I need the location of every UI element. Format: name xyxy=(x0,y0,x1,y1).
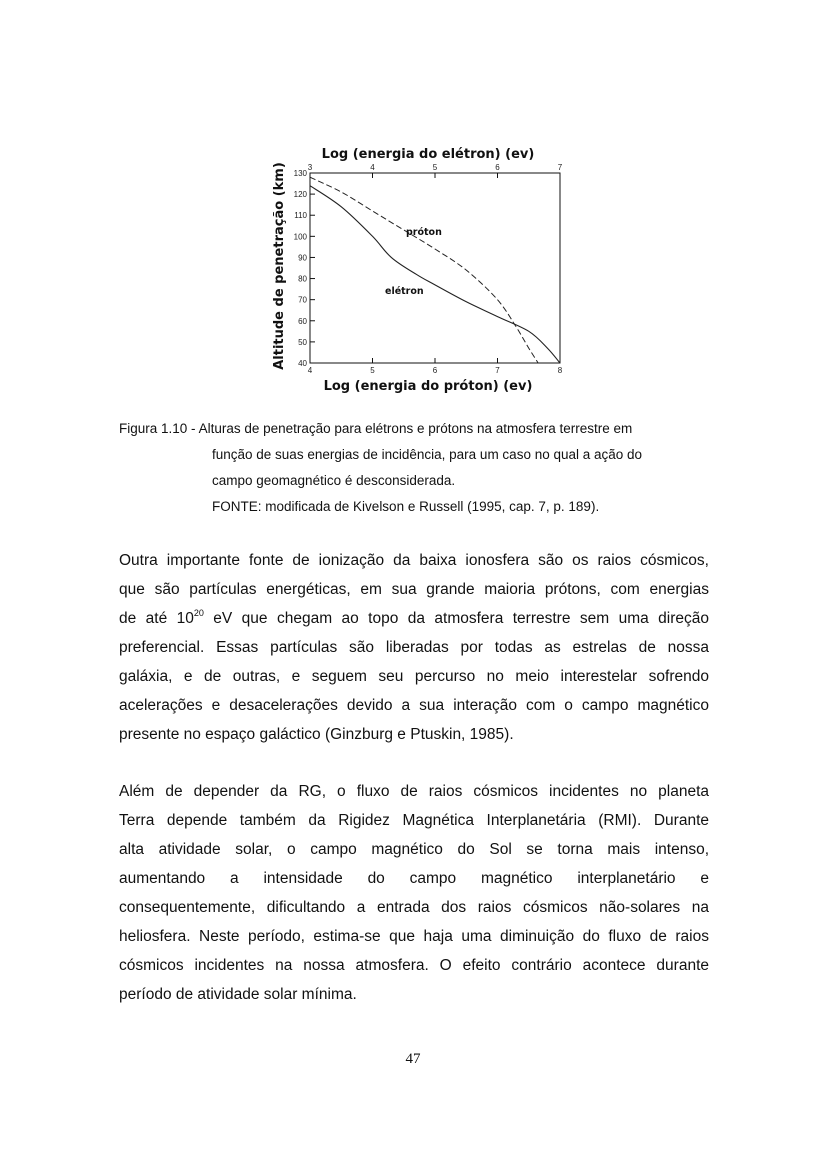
bottom-axis-ticks xyxy=(308,358,563,375)
top-axis-ticks xyxy=(308,163,563,178)
left-tick-label: 110 xyxy=(294,211,307,221)
caption-text: Alturas de penetração para elétrons e prótons na atmosfera terrestre em xyxy=(198,421,633,436)
left-tick-label: 70 xyxy=(298,295,307,305)
figure-caption xyxy=(119,416,719,520)
top-tick-label: 6 xyxy=(495,163,500,172)
left-tick-label: 90 xyxy=(298,253,307,263)
left-axis-ticks xyxy=(294,169,315,368)
text-line: Além de depender da RG, o fluxo de raios cósmicos incidentes no planeta xyxy=(119,783,709,800)
bottom-tick-label: 6 xyxy=(432,366,438,375)
top-axis-title: Log (energia do elétron) (ev) xyxy=(321,147,535,162)
page-number: 47 xyxy=(405,1051,421,1067)
text-line: Terra depende também da Rigidez Magnética Interplanetária (RMI). Durante xyxy=(119,812,709,829)
text-line: heliosfera. Neste período, estima-se que haja uma diminuição do fluxo de raios xyxy=(119,928,709,945)
bottom-tick-label: 8 xyxy=(557,366,563,375)
left-tick-label: 50 xyxy=(298,337,307,347)
text-line: acelerações e desacelerações devido a sua interação com o campo magnético xyxy=(119,697,709,714)
text-line: alta atividade solar, o campo magnético do Sol se torna mais intenso, xyxy=(119,841,709,858)
series-label-electron: elétron xyxy=(385,286,424,297)
penetration-altitude-chart xyxy=(258,140,578,405)
top-tick-label: 7 xyxy=(557,163,563,172)
left-tick-label: 130 xyxy=(293,169,307,178)
plot-frame xyxy=(310,173,560,363)
bottom-tick-label: 4 xyxy=(307,366,313,375)
text-line: consequentemente, dificultando a entrada dos raios cósmicos não-solares na xyxy=(119,899,709,916)
left-tick-label: 80 xyxy=(298,274,307,284)
superscript-exponent: 20 xyxy=(193,607,204,618)
paragraph-rigidity xyxy=(119,777,709,1009)
text-fragment: de até 10 xyxy=(119,610,194,627)
left-tick-label: 120 xyxy=(293,190,307,200)
caption-source: FONTE: modificada de Kivelson e Russell (1995, cap. 7, p. 189). xyxy=(212,499,600,514)
text-line: presente no espaço galáctico (Ginzburg e Ptuskin, 1985). xyxy=(119,726,514,743)
text-line: cósmicos incidentes na nossa atmosfera. O efeito contrário acontece durante xyxy=(119,957,709,974)
left-tick-label: 40 xyxy=(298,359,307,368)
bottom-axis-title: Log (energia do próton) (ev) xyxy=(323,379,533,394)
series-line-electron xyxy=(310,186,560,363)
chart-svg xyxy=(258,140,578,405)
text-fragment: eV que chegam ao topo da atmosfera terrestre sem uma direção xyxy=(203,610,709,627)
top-tick-label: 4 xyxy=(370,163,375,172)
text-line: preferencial. Essas partículas são liberadas por todas as estrelas de nossa xyxy=(119,639,709,656)
series-label-proton: próton xyxy=(406,227,442,238)
bottom-tick-label: 7 xyxy=(495,366,500,375)
paragraph-cosmic-rays xyxy=(119,546,709,749)
text-line: galáxia, e de outras, e seguem seu percurso no meio interestelar sofrendo xyxy=(119,668,709,685)
series-line-proton xyxy=(310,177,538,363)
top-tick-label: 3 xyxy=(307,163,313,172)
text-line xyxy=(119,604,709,633)
left-tick-label: 60 xyxy=(298,316,307,326)
left-axis-title: Altitude de penetração (km) xyxy=(272,162,287,370)
caption-line-2: função de suas energias de incidência, para um caso no qual a ação do xyxy=(212,447,643,462)
text-line: Outra importante fonte de ionização da baixa ionosfera são os raios cósmicos, xyxy=(119,552,709,569)
caption-label: Figura 1.10 - xyxy=(119,421,196,436)
text-line: que são partículas energéticas, em sua grande maioria prótons, com energias xyxy=(119,581,709,598)
text-line: aumentando a intensidade do campo magnético interplanetário e xyxy=(119,870,709,887)
caption-line-1 xyxy=(119,416,719,442)
caption-line-3: campo geomagnético é desconsiderada. xyxy=(212,473,456,488)
bottom-tick-label: 5 xyxy=(370,366,375,375)
text-line: período de atividade solar mínima. xyxy=(119,986,357,1003)
left-tick-label: 100 xyxy=(293,232,307,242)
top-tick-label: 5 xyxy=(432,163,438,172)
